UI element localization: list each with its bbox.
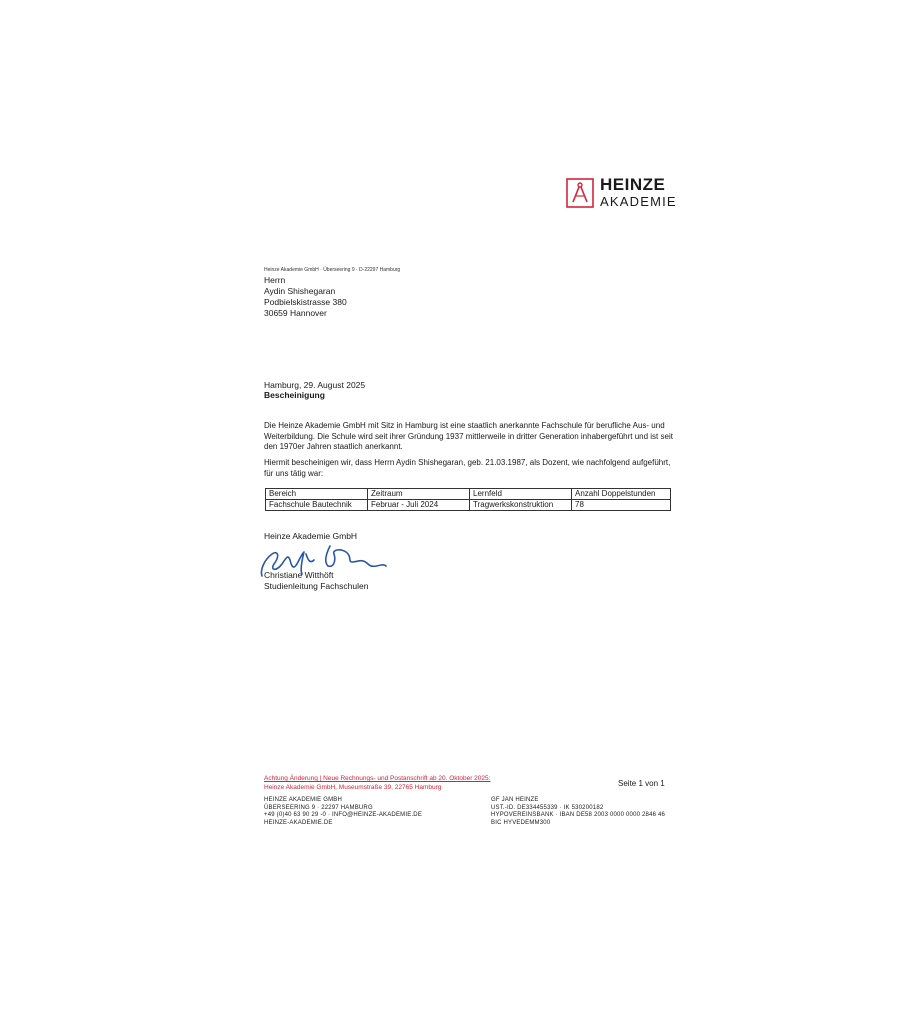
notice-heading: Achtung Änderung | Neue Rechnungs- und Postanschrift ab 20. Oktober 2025:	[264, 775, 491, 782]
table-header-cell: Zeitraum	[368, 489, 470, 500]
table-row	[266, 500, 671, 511]
table-header-row	[266, 489, 671, 500]
footer-line: BIC HYVEDEMM300	[491, 819, 551, 826]
footer-contact	[264, 797, 422, 827]
recipient-name: Aydin Shishegaran	[264, 286, 336, 296]
signer-title: Studienleitung Fachschulen	[264, 581, 369, 591]
footer-line: +49 (0)40 63 90 29 -0 · INFO@HEINZE-AKADEMIE.DE	[264, 812, 423, 818]
notice-address: Heinze Akademie GmbH, Museumstraße 39, 22765 Hamburg	[264, 783, 442, 791]
footer-line: ÜBERSEERING 9 · 22297 HAMBURG	[264, 804, 373, 811]
body-paragraph-1: Die Heinze Akademie GmbH mit Sitz in Hamburg ist eine staatlich anerkannte Fachschule für berufliche Aus- und Weiterbildung. Die Schule wird seit ihrer Gründung 1937 mittlerweile in dritter Generation inhabergeführt und ist seit den 1970er Jahren staatlich anerkannt.	[264, 421, 673, 451]
signer-name: Christiane Witthöft	[264, 570, 334, 580]
table-cell: Februar - Juli 2024	[368, 500, 470, 511]
sender-return-address: Heinze Akademie GmbH · Überseering 9 · D-22297 Hamburg	[264, 267, 401, 273]
recipient-address	[264, 275, 347, 319]
recipient-salutation: Herrn	[264, 275, 286, 285]
address-change-notice	[264, 775, 490, 792]
recipient-street: Podbielskistrasse 380	[264, 297, 347, 307]
footer-line: HYPOVEREINSBANK · IBAN DE58 2003 0000 0000 2846 46	[491, 812, 666, 818]
company-name: Heinze Akademie GmbH	[264, 531, 358, 541]
page-number: Seite 1 von 1	[618, 779, 665, 788]
footer-bank	[491, 797, 665, 827]
table-cell: Fachschule Bautechnik	[266, 500, 368, 511]
signer-block	[264, 570, 368, 592]
letter-date: Hamburg, 29. August 2025	[264, 380, 366, 390]
table-header-cell: Anzahl Doppelstunden	[572, 489, 671, 500]
table-header-cell: Bereich	[266, 489, 368, 500]
body-paragraph-2: Hiermit bescheinigen wir, dass Herrn Aydin Shishegaran, geb. 21.03.1987, als Dozent, wie nachfolgend aufgeführt, für uns tätig war:	[264, 458, 671, 478]
heinze-logo-icon	[566, 178, 594, 208]
footer-line: UST.-ID. DE334455339 · IK 530200182	[491, 804, 604, 811]
table-cell: Tragwerkskonstruktion	[470, 500, 572, 511]
letter-subject: Bescheinigung	[264, 390, 325, 400]
logo-wordmark: HEINZE	[600, 175, 666, 194]
footer-line: HEINZE-AKADEMIE.DE	[264, 819, 333, 826]
teaching-table	[265, 488, 671, 511]
logo-subline: AKADEMIE	[600, 194, 677, 209]
recipient-city: 30659 Hannover	[264, 308, 327, 318]
footer-line: GF JAN HEINZE	[491, 797, 539, 803]
table-header-cell: Lernfeld	[470, 489, 572, 500]
table-cell: 78	[572, 500, 671, 511]
footer-line: HEINZE AKADEMIE GMBH	[264, 797, 343, 803]
